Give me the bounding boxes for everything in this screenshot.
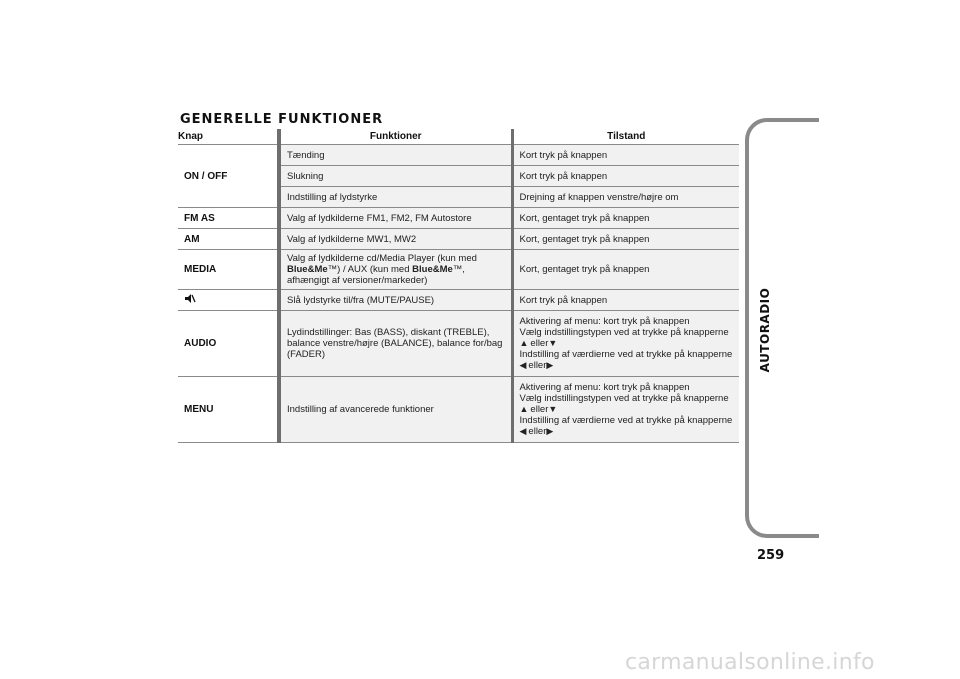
- tilstand-line: Vælg indstillingstypen ved at trykke på knapperne: [519, 327, 729, 338]
- tilstand-cell: Kort, gentaget tryk på knappen: [512, 208, 739, 229]
- table-row-menu: [178, 377, 739, 443]
- speaker-mute-icon: [184, 293, 196, 307]
- table-header-row: [178, 129, 739, 145]
- funktion-cell: Slukning: [279, 166, 512, 187]
- tilstand-cell: [512, 377, 739, 443]
- arrow-up-icon: ▲: [519, 338, 529, 348]
- tilstand-cell: Kort tryk på knappen: [512, 145, 739, 166]
- header-knap: Knap: [178, 129, 279, 145]
- tilstand-cell: Kort, gentaget tryk på knappen: [512, 229, 739, 250]
- tilstand-line: Indstilling af værdierne ved at trykke på knapperne: [519, 415, 733, 426]
- funktion-cell: [279, 250, 512, 290]
- funktion-cell: Indstilling af lydstyrke: [279, 187, 512, 208]
- funktion-cell: Valg af lydkilderne MW1, MW2: [279, 229, 512, 250]
- eller-text: eller: [528, 360, 547, 371]
- brand-name: Blue&Me: [287, 264, 328, 275]
- arrow-right-icon: ▶: [546, 426, 554, 436]
- table-row-am: [178, 229, 739, 250]
- table-row-mute: [178, 290, 739, 311]
- header-funktioner: Funktioner: [279, 129, 512, 145]
- eller-text: eller: [530, 338, 549, 349]
- funktion-cell: Tænding: [279, 145, 512, 166]
- tilstand-cell: [512, 311, 739, 377]
- funktion-cell: Valg af lydkilderne FM1, FM2, FM Autostore: [279, 208, 512, 229]
- brand-name: Blue&Me: [412, 264, 453, 275]
- tilstand-arrows-leftright: [520, 360, 737, 371]
- funktion-cell: Indstilling af avancerede funktioner: [279, 377, 512, 443]
- media-text-2: ™) / AUX (kun med: [327, 264, 410, 275]
- tilstand-cell: Drejning af knappen venstre/højre om: [512, 187, 739, 208]
- tilstand-cell: Kort tryk på knappen: [512, 166, 739, 187]
- chapter-side-tab: [745, 118, 819, 538]
- knap-mute: [178, 290, 279, 311]
- watermark: carmanualsonline.info: [625, 650, 875, 675]
- table-row-media: [178, 250, 739, 290]
- tilstand-line: Aktivering af menu: kort tryk på knappen: [519, 382, 690, 393]
- media-text-1: Valg af lydkilderne cd/Media Player (kun med: [287, 253, 477, 264]
- eller-text: eller: [528, 426, 547, 437]
- eller-text: eller: [530, 404, 549, 415]
- knap-am: AM: [178, 229, 279, 250]
- table-row-on-off-1: [178, 145, 739, 166]
- section-title: GENERELLE FUNKTIONER: [180, 112, 384, 127]
- arrow-left-icon: ◀: [519, 426, 527, 436]
- tilstand-arrows-leftright: [520, 426, 737, 437]
- tilstand-cell: Kort, gentaget tryk på knappen: [512, 250, 739, 290]
- funktion-cell: Slå lydstyrke til/fra (MUTE/PAUSE): [279, 290, 512, 311]
- arrow-up-icon: ▲: [519, 404, 529, 414]
- tilstand-line: Indstilling af værdierne ved at trykke på knapperne: [519, 349, 733, 360]
- arrow-down-icon: ▼: [548, 338, 558, 348]
- knap-audio: AUDIO: [178, 311, 279, 377]
- knap-media: MEDIA: [178, 250, 279, 290]
- tilstand-cell: Kort tryk på knappen: [512, 290, 739, 311]
- chapter-label: AUTORADIO: [758, 287, 772, 373]
- arrow-down-icon: ▼: [548, 404, 558, 414]
- arrow-left-icon: ◀: [519, 360, 527, 370]
- media-text-3: ™, afhængigt af versioner/markeder): [287, 264, 465, 286]
- tilstand-line: Vælg indstillingstypen ved at trykke på knapperne: [519, 393, 729, 404]
- table-row-fm-as: [178, 208, 739, 229]
- header-tilstand: Tilstand: [512, 129, 739, 145]
- knap-on-off: ON / OFF: [178, 145, 279, 208]
- arrow-right-icon: ▶: [546, 360, 554, 370]
- functions-table: [178, 129, 739, 443]
- funktion-cell: Lydindstillinger: Bas (BASS), diskant (TREBLE), balance venstre/højre (BALANCE), balance for/bag (FADER): [279, 311, 512, 377]
- tilstand-arrows-updown: [520, 404, 737, 415]
- knap-fm-as: FM AS: [178, 208, 279, 229]
- page-number: 259: [757, 548, 785, 563]
- tilstand-line: Aktivering af menu: kort tryk på knappen: [519, 316, 690, 327]
- table-row-audio: [178, 311, 739, 377]
- knap-menu: MENU: [178, 377, 279, 443]
- tilstand-arrows-updown: [520, 338, 737, 349]
